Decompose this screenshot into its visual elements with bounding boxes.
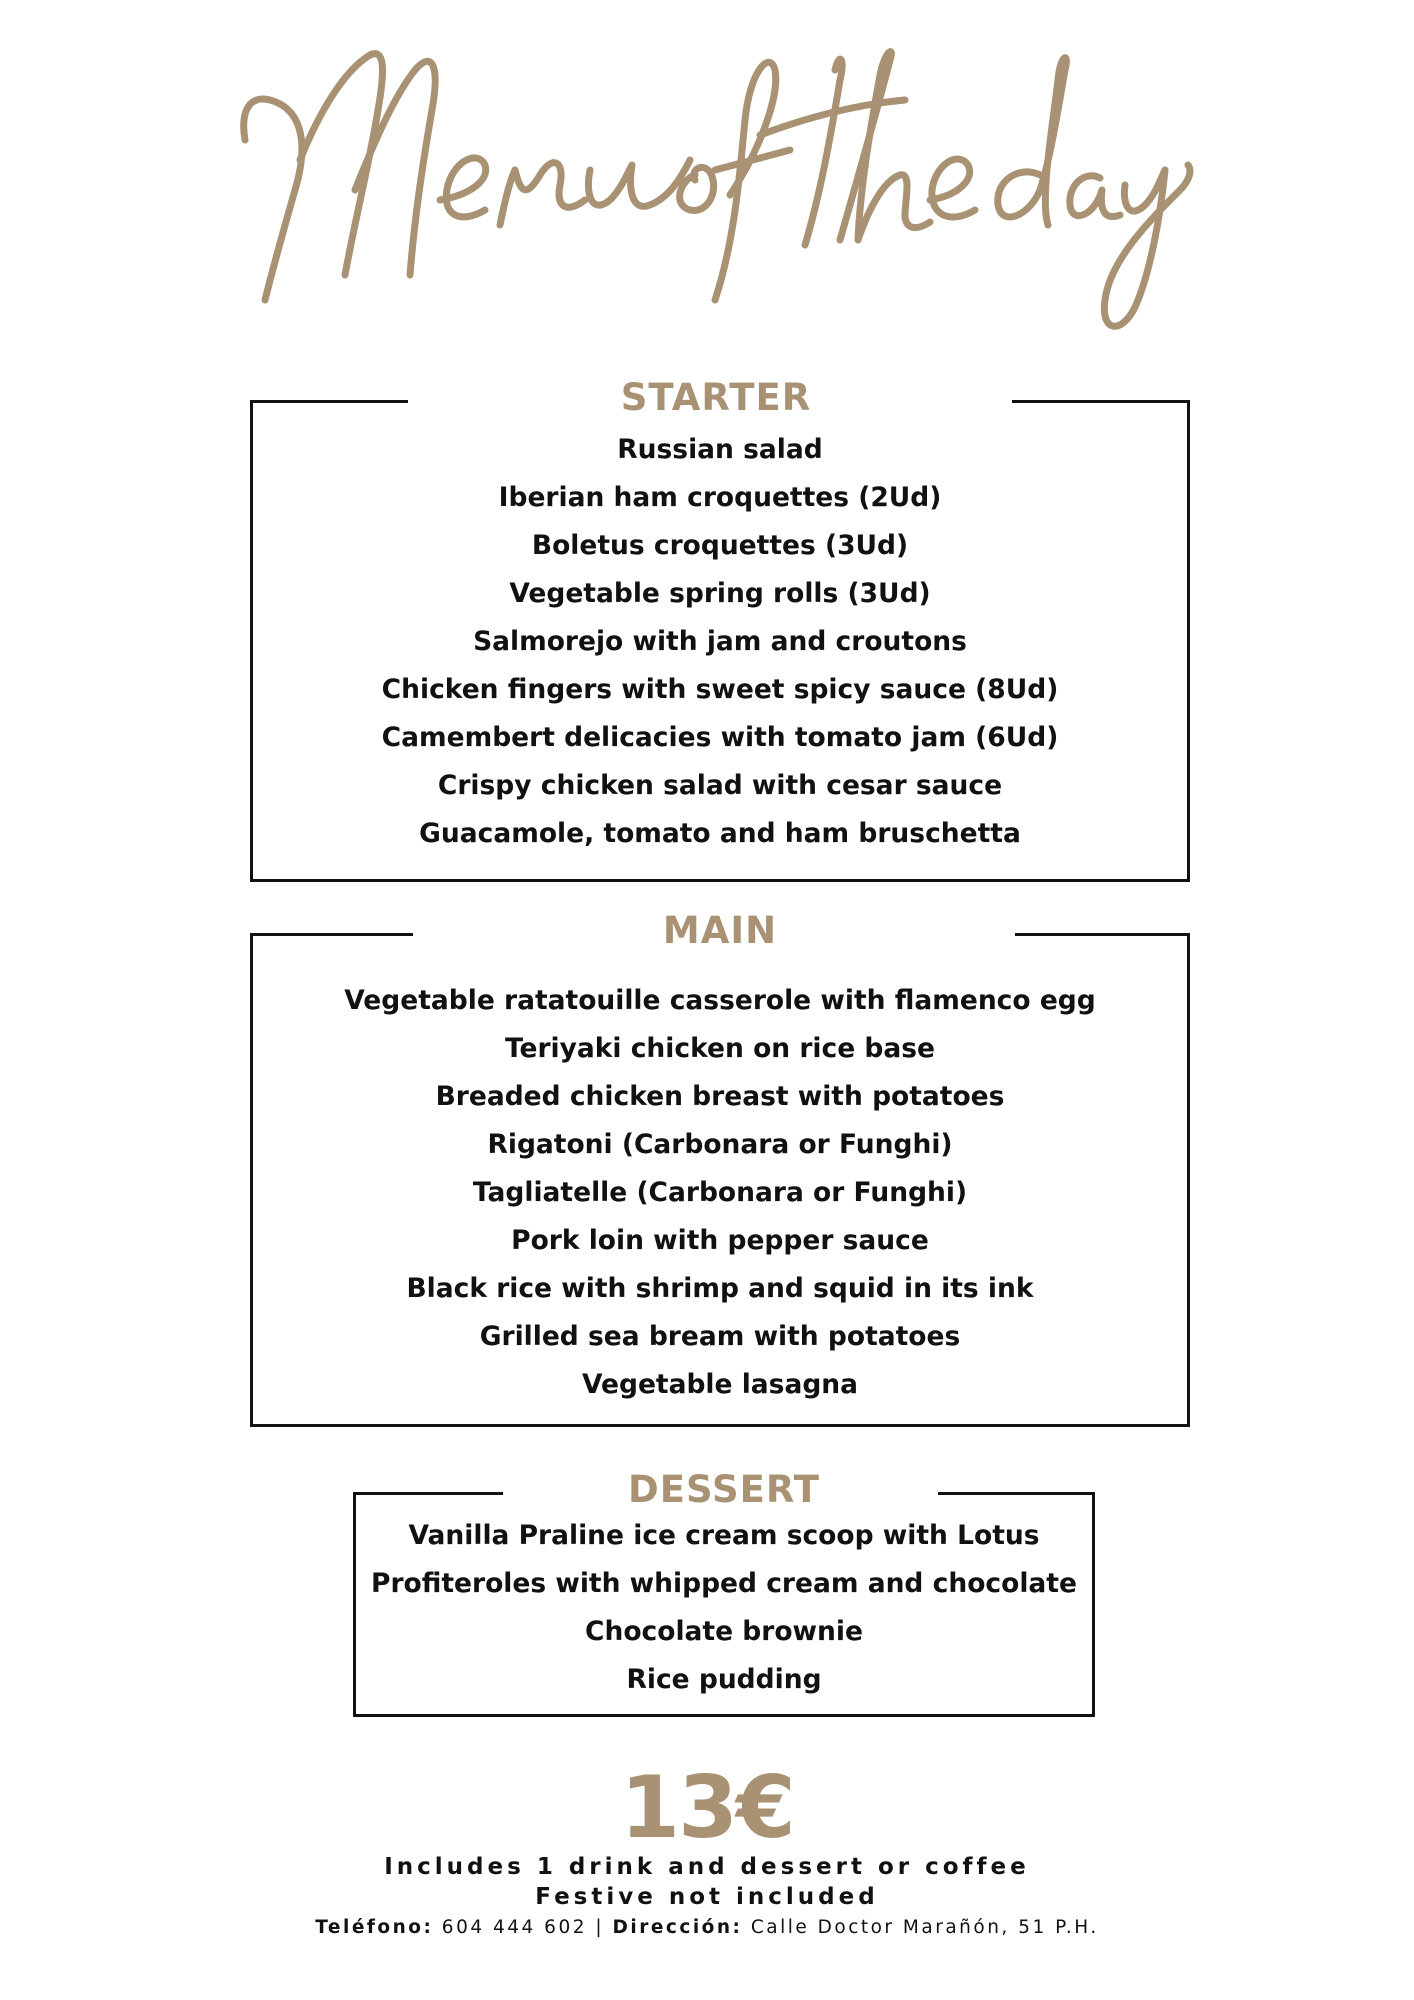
address: Calle Doctor Marañón, 51 P.H. — [750, 1917, 1099, 1938]
list-item: Vanilla Praline ice cream scoop with Lotus — [408, 1520, 1040, 1551]
starter-heading: STARTER — [620, 376, 812, 419]
list-item: Rigatoni (Carbonara or Funghi) — [487, 1129, 953, 1160]
list-item: Black rice with shrimp and squid in its ink — [406, 1273, 1034, 1304]
list-item: Profiteroles with whipped cream and chocolate — [371, 1568, 1077, 1599]
starter-items — [250, 426, 1190, 858]
phone-label: Teléfono: — [315, 1917, 434, 1938]
contact-separator: | — [595, 1917, 605, 1938]
festive-note: Festive not included — [535, 1884, 879, 1910]
contact-line — [0, 1914, 1414, 1942]
dessert-heading: DESSERT — [628, 1468, 820, 1511]
main-items — [250, 977, 1190, 1409]
main-heading: MAIN — [662, 909, 778, 952]
includes-note: Includes 1 drink and dessert or coffee — [384, 1854, 1030, 1880]
menu-title-script-art — [0, 0, 1414, 360]
list-item: Chocolate brownie — [585, 1616, 863, 1647]
list-item: Vegetable lasagna — [581, 1369, 859, 1400]
list-item: Boletus croquettes (3Ud) — [531, 530, 909, 561]
dessert-items — [333, 1512, 1115, 1704]
list-item: Russian salad — [617, 434, 823, 465]
main-section — [250, 909, 1190, 1427]
list-item: Rice pudding — [626, 1664, 822, 1695]
starter-section — [250, 376, 1190, 882]
list-item: Breaded chicken breast with potatoes — [435, 1081, 1005, 1112]
list-item: Vegetable ratatouille casserole with flamenco egg — [344, 985, 1096, 1016]
list-item: Guacamole, tomato and ham bruschetta — [419, 818, 1021, 849]
dessert-section — [353, 1468, 1095, 1717]
list-item: Vegetable spring rolls (3Ud) — [509, 578, 931, 609]
phone-number: 604 444 602 — [441, 1917, 587, 1938]
price: 13€ — [620, 1758, 794, 1858]
address-label: Dirección: — [612, 1917, 743, 1938]
list-item: Tagliatelle (Carbonara or Funghi) — [472, 1177, 968, 1208]
list-item: Salmorejo with jam and croutons — [473, 626, 967, 657]
list-item: Camembert delicacies with tomato jam (6Ud) — [381, 722, 1059, 753]
list-item: Teriyaki chicken on rice base — [504, 1033, 936, 1064]
list-item: Chicken fingers with sweet spicy sauce (8Ud) — [381, 674, 1059, 705]
list-item: Iberian ham croquettes (2Ud) — [498, 482, 942, 513]
list-item: Grilled sea bream with potatoes — [479, 1321, 961, 1352]
list-item: Pork loin with pepper sauce — [511, 1225, 929, 1256]
list-item: Crispy chicken salad with cesar sauce — [437, 770, 1003, 801]
